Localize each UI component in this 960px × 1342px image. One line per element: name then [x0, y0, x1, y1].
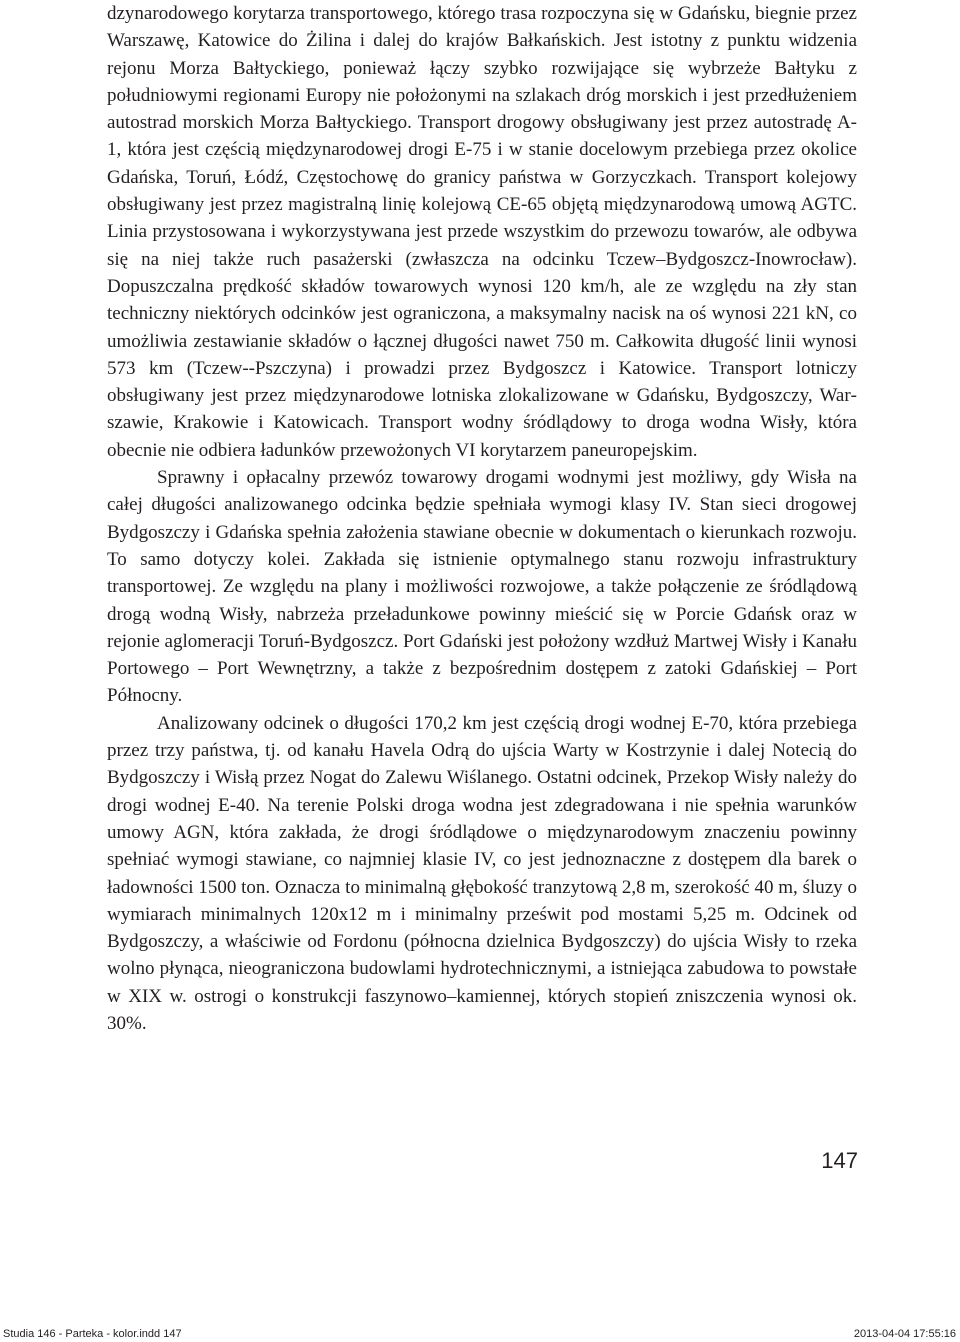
print-footer [0, 1326, 960, 1342]
footer-file-info: Studia 146 - Parteka - kolor.indd 147 [3, 1328, 182, 1340]
paragraph-3: Analizowany odcinek o długości 170,2 km jest częścią drogi wodnej E-70, która przebiega przez trzy państwa, tj. od kanału Havela Odrą do ujścia Warty w Kostrzynie i dalej Notecią do Bydgoszczy i Wisłą przez Nogat do Zalewu Wiślanego. Ostatni odcinek, Przekop Wisły należy do drogi wodnej E-40. Na terenie Polski droga wodna jest zdegradowana i nie spełnia warunków umowy AGN, która zakłada, że drogi śródlądowe o międzynarodowym znaczeniu powinny spełniać wymogi stawiane, co najmniej klasie IV, co jest jednoznaczne z dostępem dla barek o ładowności 1500 ton. Oznacza to minimalną głębokość tranzytową 2,8 m, szerokość 40 m, śluzy o wymiarach minimalnych 120x12 m i minimalny prześwit pod mostami 5,25 m. Odcinek od Bydgoszczy, a właściwie od Fordonu (północna dzielnica Bydgoszczy) do ujścia Wisły to rzeka wolno płynąca, nieograniczona budowlami hydrotechnicznymi, a istniejąca zabudowa to powstałe w XIX w. ostrogi o konstrukcji faszynowo–kamiennej, których stopień zniszczenia wynosi ok. 30%. [107, 712, 857, 1034]
body-text [107, 0, 857, 1037]
paragraph-2: Sprawny i opłacalny przewóz towarowy drogami wodnymi jest możliwy, gdy Wisła na całej długości analizowanego odcinka będzie spełniała wymogi klasy IV. Stan sieci drogowej Bydgoszczy i Gdańska spełnia założenia stawiane obecnie w dokumentach o kierunkach rozwoju. To samo dotyczy kolei. Zakłada się istnienie optymalnego stanu rozwoju infrastruktury transportowej. Ze względu na plany i możliwości rozwojowe, a także połączenie ze śródlądową drogą wodną Wisły, nabrzeża przeładunkowe powinny mieścić się w Porcie Gdańsk oraz w rejonie aglomeracji Toruń-Bydgoszcz. Port Gdański jest położony wzdłuż Martwej Wisły i Kanału Portowego – Port Wewnętrzny, a także z bezpośrednim dostępem z zatoki Gdańskiej – Port Północny. [107, 467, 857, 707]
page-number: 147 [821, 1148, 858, 1173]
paragraph-1: dzynarodowego korytarza transportowego, którego trasa rozpoczyna się w Gdańsku, biegnie przez Warszawę, Katowice do Żilina i dalej do krajów Bałkańskich. Jest istotny z punktu widzenia rejonu Morza Bałtyckiego, ponieważ łączy szybko rozwijające się wybrzeże Bałtyku z południowymi regionami Europy nie położonymi na szlakach dróg morskich i jest przedłużeniem autostrad morskich Morza Bałtyckiego. Transport drogowy obsługiwany jest przez autostradę A-1, która jest częścią międzynarodowej drogi E-75 i w stanie docelowym przebiega przez okolice Gdańska, Toruń, Łódź, Częstochowę do granicy państwa w Gorzyczkach. Transport kolejowy obsługiwany jest przez magistralną linię kolejową CE-65 objętą międzynarodową umową AGTC. Linia przystosowana i wykorzystywana jest przede wszystkim do przewozu towarów, ale odbywa się na niej także ruch pasażerski (zwłaszcza na odcinku Tczew–Bydgoszcz-Inowrocław). Dopuszczalna prędkość składów towarowych wynosi 120 km/h, ale ze względu na zły stan techniczny niektórych odcinków jest ograniczona, a maksymalny nacisk na oś wynosi 221 kN, co umożliwia zestawianie składów o łącznej długości nawet 750 m. Całkowita długość linii wynosi 573 km (Tczew--Pszczyna) i prowadzi przez Bydgoszcz i Katowice. Transport lotniczy obsługiwany jest przez międzynarodowe lotniska zlokalizowane w Gdańsku, Bydgoszczy, Warszawie, Krakowie i Katowicach. Transport wodny śródlądowy to droga wodna Wisły, która obecnie nie odbiera ładunków przewożonych VI korytarzem paneuropejskim. [107, 3, 857, 461]
footer-timestamp: 2013-04-04 17:55:16 [853, 1328, 956, 1340]
